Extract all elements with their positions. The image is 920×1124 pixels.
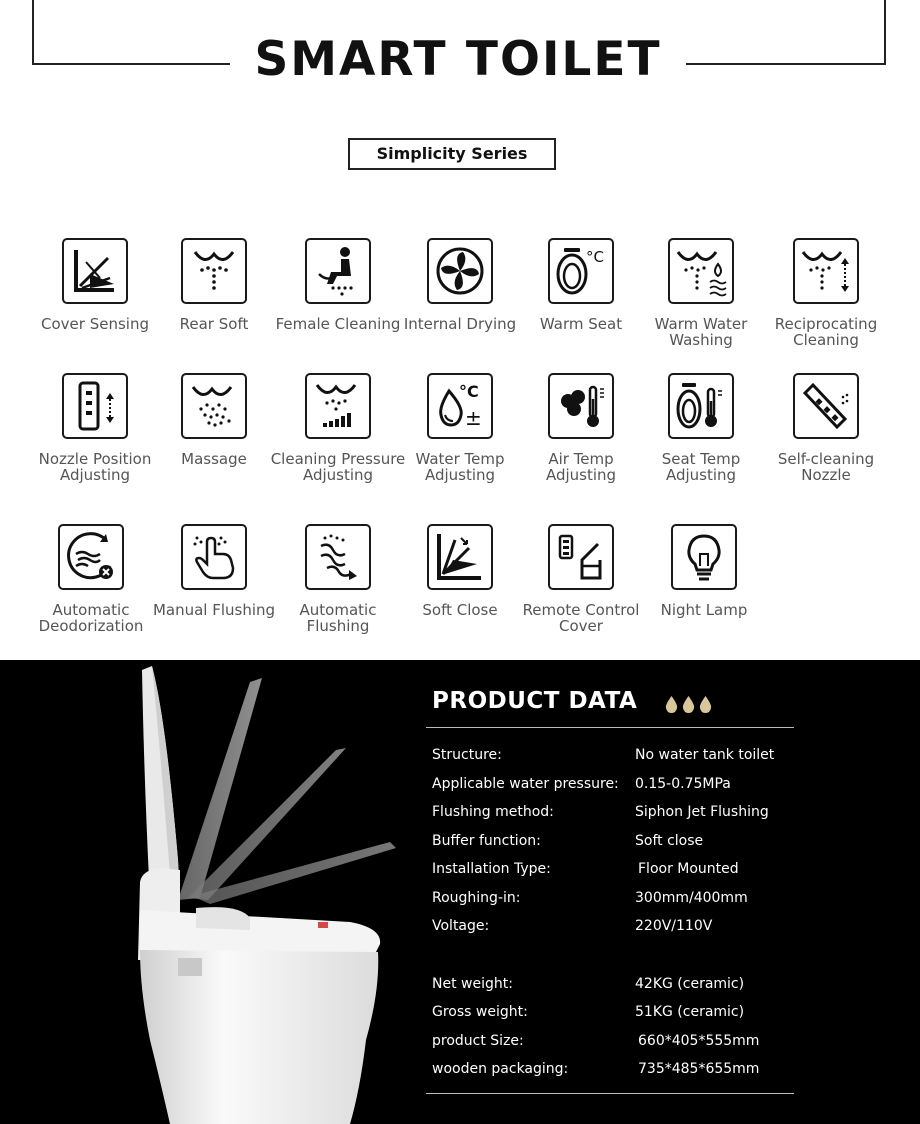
divider: [426, 1093, 794, 1094]
spec-row: [432, 890, 812, 912]
self-cleaning-nozzle-icon: [793, 373, 859, 439]
feature-label: Seat Temp Adjusting: [661, 450, 741, 484]
massage-icon: [181, 373, 247, 439]
feature-label: Air Temp Adjusting: [545, 450, 617, 484]
spec-row: [432, 1061, 812, 1083]
feature-label: Warm Water Washing: [654, 315, 748, 349]
spec-label: Roughing-in:: [432, 890, 521, 906]
feature-label: Rear Soft: [179, 315, 249, 333]
drop-icon: [699, 696, 712, 713]
spec-value: 660*405*555mm: [638, 1033, 760, 1049]
spec-row: [432, 861, 812, 883]
spec-row: [432, 747, 812, 769]
product-data-title: PRODUCT DATA: [432, 688, 638, 714]
remote-control-icon: [548, 524, 614, 590]
spec-value: 735*485*655mm: [638, 1061, 760, 1077]
internal-drying-icon: [427, 238, 493, 304]
spec-row: [432, 833, 812, 855]
spec-label: Applicable water pressure:: [432, 776, 619, 792]
spec-label: Voltage:: [432, 918, 490, 934]
feature-item: [624, 524, 784, 618]
spec-value: 51KG (ceramic): [635, 1004, 745, 1020]
spec-label: product Size:: [432, 1033, 524, 1049]
page-title: SMART TOILET: [254, 32, 662, 87]
feature-label: Soft Close: [422, 601, 498, 619]
cover-sensing-icon: [62, 238, 128, 304]
feature-label: Warm Seat: [539, 315, 623, 333]
spec-label: Gross weight:: [432, 1004, 528, 1020]
spec-label: Installation Type:: [432, 861, 551, 877]
manual-flushing-icon: [181, 524, 247, 590]
drop-icon: [665, 696, 678, 713]
female-cleaning-icon: [305, 238, 371, 304]
product-data-section: [0, 660, 920, 1124]
nozzle-position-icon: [62, 373, 128, 439]
feature-label: Night Lamp: [660, 601, 748, 619]
svg-text:°C: °C: [459, 382, 479, 401]
spec-label: wooden packaging:: [432, 1061, 569, 1077]
feature-label: Self-cleaning Nozzle: [777, 450, 875, 484]
soft-close-icon: [427, 524, 493, 590]
feature-label: Female Cleaning: [275, 315, 401, 333]
automatic-flushing-icon: [305, 524, 371, 590]
toilet-image: [100, 660, 420, 1124]
deodorization-icon: [58, 524, 124, 590]
feature-label: Cover Sensing: [41, 315, 149, 333]
feature-label: Manual Flushing: [152, 601, 276, 619]
spec-row: [432, 1033, 812, 1055]
spec-row: [432, 976, 812, 998]
frame-line: [686, 63, 886, 65]
air-temp-icon: [548, 373, 614, 439]
spec-value: No water tank toilet: [635, 747, 775, 763]
feature-label: Massage: [181, 450, 247, 468]
spec-value: 300mm/400mm: [635, 890, 748, 906]
spec-value: Siphon Jet Flushing: [635, 804, 769, 820]
spec-value: 220V/110V: [635, 918, 713, 934]
spec-label: Buffer function:: [432, 833, 541, 849]
seat-temp-icon: [668, 373, 734, 439]
spec-value: 0.15-0.75MPa: [635, 776, 731, 792]
spec-value: Floor Mounted: [638, 861, 739, 877]
feature-label: Remote Control Cover: [522, 601, 640, 635]
feature-item: [746, 238, 906, 348]
drop-icons: [665, 696, 712, 713]
reciprocating-cleaning-icon: [793, 238, 859, 304]
warm-seat-icon: [548, 238, 614, 304]
night-lamp-icon: [671, 524, 737, 590]
frame-line: [884, 0, 886, 64]
drop-icon: [682, 696, 695, 713]
spec-row: [432, 918, 812, 940]
feature-item: [746, 373, 906, 483]
spec-label: Net weight:: [432, 976, 513, 992]
water-temp-icon: [427, 373, 493, 439]
spec-row: [432, 804, 812, 826]
spec-row: [432, 1004, 812, 1026]
spec-value: 42KG (ceramic): [635, 976, 745, 992]
spec-label: Structure:: [432, 747, 502, 763]
feature-label: Nozzle Position Adjusting: [38, 450, 152, 484]
feature-label: Automatic Flushing: [299, 601, 377, 635]
feature-label: Water Temp Adjusting: [415, 450, 505, 484]
frame-line: [32, 63, 230, 65]
divider: [426, 727, 794, 728]
warm-water-washing-icon: [668, 238, 734, 304]
spec-value: Soft close: [635, 833, 704, 849]
svg-text:±: ±: [465, 406, 482, 430]
spec-row: [432, 776, 812, 798]
cleaning-pressure-icon: [305, 373, 371, 439]
rear-soft-icon: [181, 238, 247, 304]
spec-label: Flushing method:: [432, 804, 554, 820]
feature-label: Cleaning Pressure Adjusting: [270, 450, 406, 484]
feature-label: Reciprocating Cleaning: [774, 315, 878, 349]
svg-text:°C: °C: [586, 248, 604, 266]
series-badge: Simplicity Series: [348, 138, 556, 170]
feature-label: Automatic Deodorization: [38, 601, 144, 635]
frame-line: [32, 0, 34, 64]
feature-label: Internal Drying: [403, 315, 517, 333]
